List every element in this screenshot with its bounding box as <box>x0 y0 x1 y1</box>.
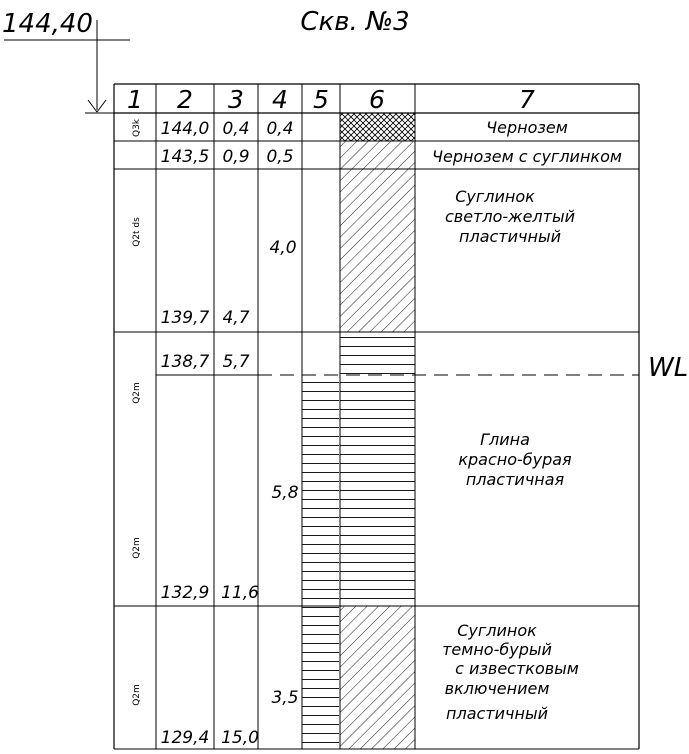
layer-index: Q2t ds <box>132 217 142 247</box>
layer-depth: 4,7 <box>222 308 250 328</box>
layer-depth: 0,4 <box>222 119 250 139</box>
column-header-7: 7 <box>519 85 535 114</box>
layer-elevation: 132,9 <box>160 583 210 603</box>
column-header-2: 2 <box>177 85 193 114</box>
layer-depth: 11,6 <box>221 583 259 603</box>
water-level-depth: 5,7 <box>222 352 250 372</box>
layer-description: темно-бурый <box>442 640 552 659</box>
layer-description: пластичная <box>465 470 565 489</box>
layer-description: Чернозем <box>486 118 568 137</box>
layer-depth: 15,0 <box>221 728 259 748</box>
elevation-arrow-left <box>88 100 97 112</box>
column-header-5: 5 <box>313 85 329 114</box>
loam-yellow-hatch <box>340 169 415 332</box>
layer-elevation: 139,7 <box>160 308 210 328</box>
chernozem-hatch <box>340 113 415 141</box>
layer-elevation: 144,0 <box>160 119 210 139</box>
layer-elevation: 143,5 <box>160 147 210 167</box>
layer-thickness: 0,4 <box>266 119 294 139</box>
layer-description: с известковым <box>455 659 579 678</box>
layer-thickness: 0,5 <box>266 147 294 167</box>
layer-description: пластичный <box>459 227 561 246</box>
layer-description: Суглинок <box>455 187 535 206</box>
layer-thickness: 3,5 <box>271 688 299 708</box>
layer-description: светло-желтый <box>444 207 576 226</box>
layer-depth: 0,9 <box>222 147 250 167</box>
chernozem-loam-hatch <box>340 141 415 169</box>
layer-thickness: 5,8 <box>271 483 299 503</box>
water-level-elevation: 138,7 <box>160 352 210 372</box>
layer-elevation: 129,4 <box>160 728 210 748</box>
layer-description: Глина <box>480 430 530 449</box>
layer-description: Суглинок <box>457 621 537 640</box>
layer-thickness: 4,0 <box>269 238 297 258</box>
water-column-hatch <box>302 375 339 749</box>
column-header-6: 6 <box>369 85 385 114</box>
layer-index: Q2m <box>132 382 142 404</box>
layer-description: красно-бурая <box>458 450 572 469</box>
layer-description: включением <box>444 679 550 698</box>
column-headers <box>127 85 535 114</box>
surface-elevation-label: 144,40 <box>2 9 93 39</box>
loam-brown-hatch <box>340 606 415 749</box>
column-header-3: 3 <box>228 85 244 114</box>
layer-index-secondary: Q2m <box>132 537 142 559</box>
layer-index: Q2m <box>132 684 142 706</box>
layer-description: Чернозем с суглинком <box>432 147 622 166</box>
elevation-arrow-right <box>97 100 106 112</box>
water-level-label: WL <box>648 353 689 383</box>
layer-description: пластичный <box>446 704 548 723</box>
layer-index: Q3k <box>132 118 142 138</box>
clay-hatch <box>340 332 415 606</box>
column-header-4: 4 <box>272 85 288 114</box>
log-title: Скв. №3 <box>300 7 410 37</box>
water-level-values <box>161 352 250 372</box>
column-header-1: 1 <box>127 85 143 114</box>
